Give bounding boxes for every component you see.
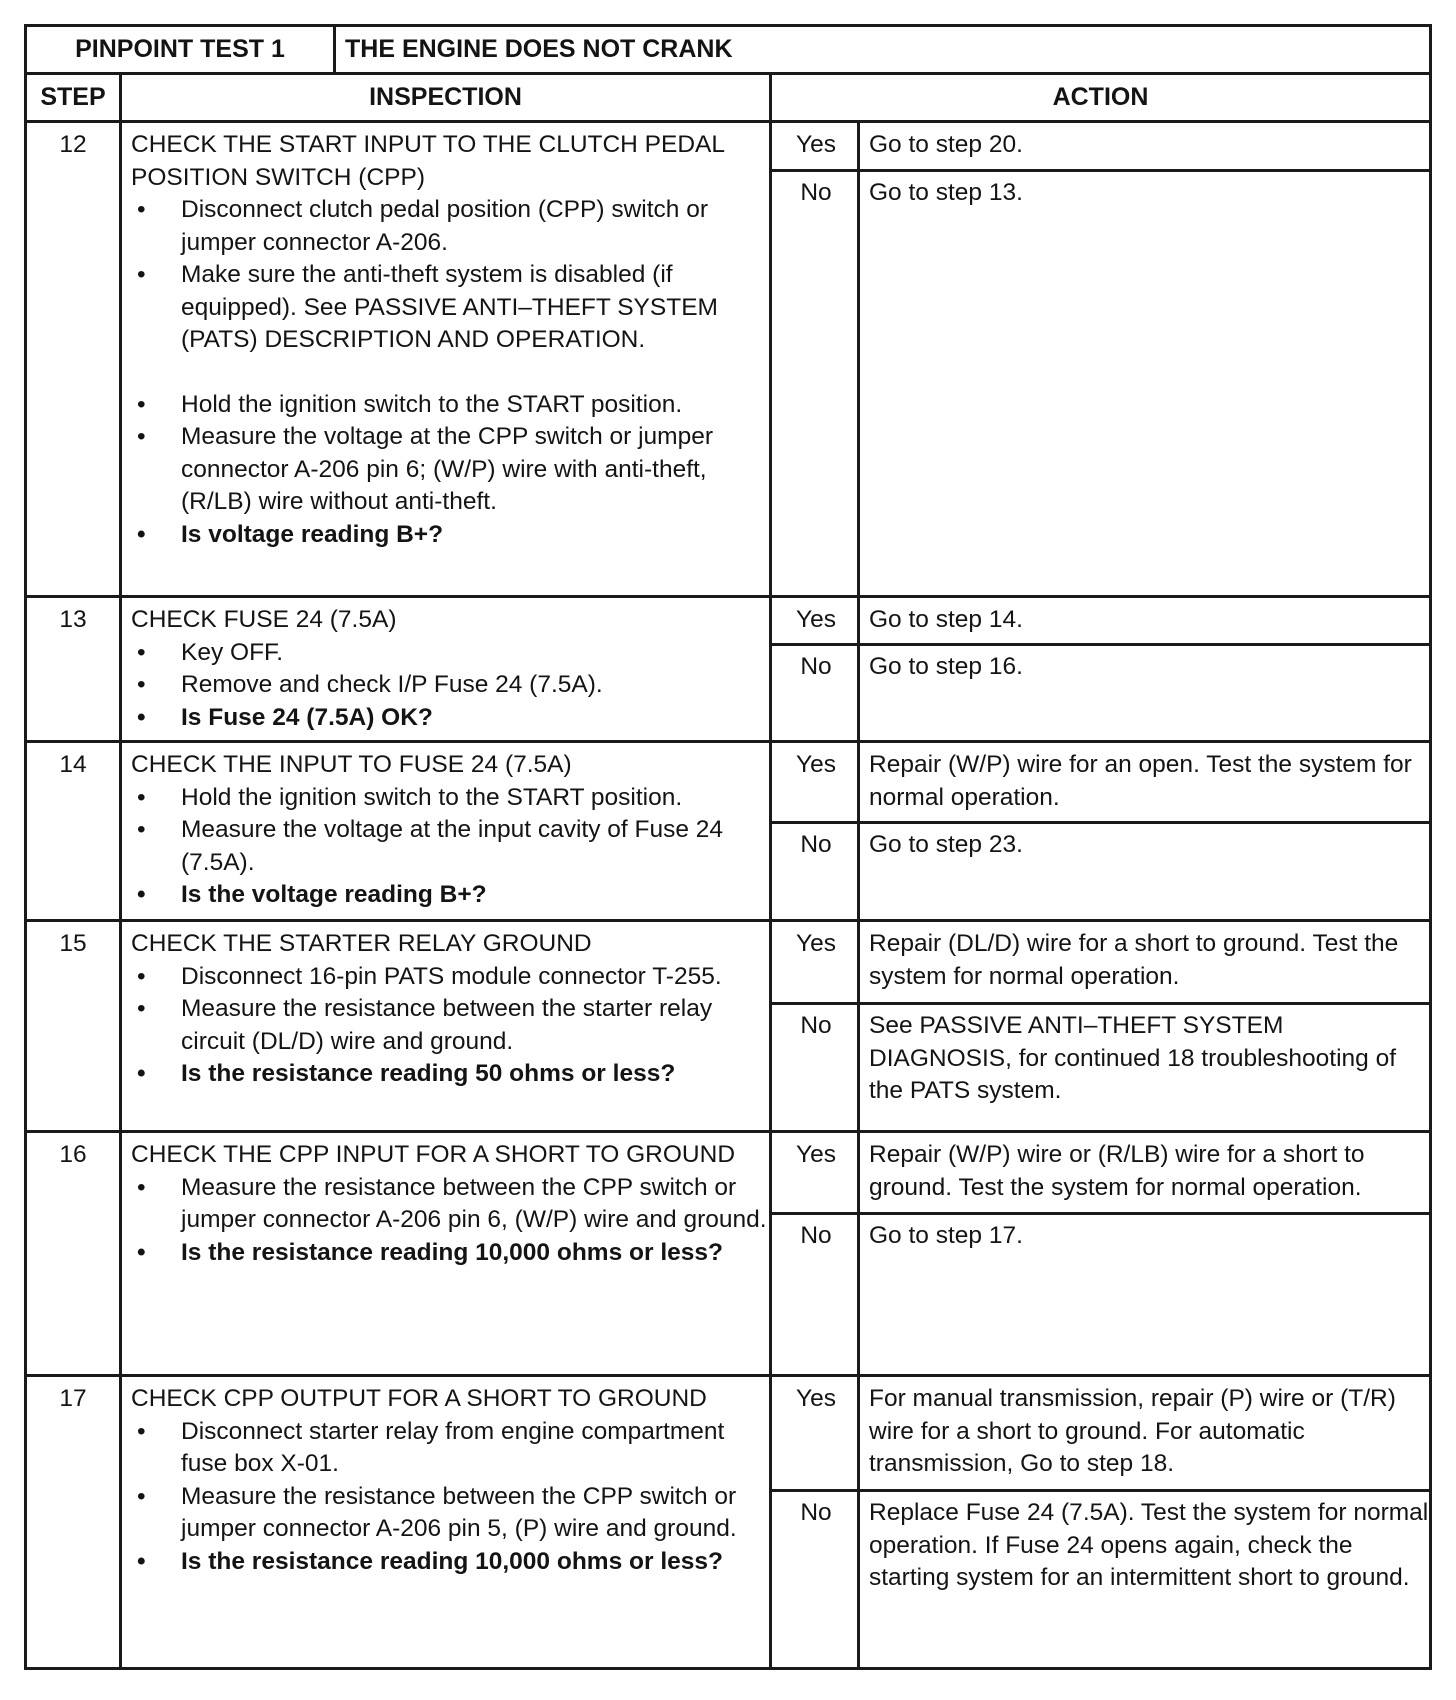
no-action: See PASSIVE ANTI–THEFT SYSTEM DIAGNOSIS, for continued 18 troubleshooting of the PATS system. <box>869 1012 1397 1104</box>
step-number: 17 <box>59 1385 87 1412</box>
step-title: CHECK CPP OUTPUT FOR A SHORT TO GROUND <box>131 1385 707 1412</box>
yes-action: For manual transmission, repair (P) wire or (T/R) wire for a short to ground. For automatic transmission, Go to step 18. <box>869 1385 1396 1477</box>
no-action: Go to step 17. <box>869 1222 1023 1249</box>
yes-action: Repair (W/P) wire or (R/LB) wire for a short to ground. Test the system for normal operation. <box>869 1141 1365 1201</box>
title-row <box>24 24 1432 75</box>
inspection-question: • Is the resistance reading 10,000 ohms or less? <box>131 1546 771 1579</box>
yes-action: Go to step 20. <box>869 131 1023 158</box>
no-label: No <box>800 1499 832 1526</box>
inspection-cell <box>131 129 771 551</box>
yes-label: Yes <box>796 1385 836 1412</box>
step-row <box>24 123 1432 598</box>
inspection-bullet: • Measure the voltage at the CPP switch or jumper connector A-206 pin 6; (W/P) wire with anti-theft, (R/LB) wire without anti-theft. <box>131 421 771 519</box>
step-title: CHECK THE STARTER RELAY GROUND <box>131 930 592 957</box>
inspection-bullet: • Disconnect starter relay from engine compartment fuse box X-01. <box>131 1416 771 1481</box>
inspection-cell <box>131 928 771 1091</box>
yes-label: Yes <box>796 131 836 158</box>
inspection-cell <box>131 1139 771 1269</box>
yes-label: Yes <box>796 930 836 957</box>
header-row <box>24 75 1432 123</box>
step-row <box>24 598 1432 743</box>
inspection-question: • Is voltage reading B+? <box>131 519 771 552</box>
inspection-bullet: • Measure the resistance between the starter relay circuit (DL/D) wire and ground. <box>131 993 771 1058</box>
step-title: CHECK THE CPP INPUT FOR A SHORT TO GROUND <box>131 1141 736 1168</box>
inspection-cell <box>131 749 771 912</box>
no-action: Go to step 13. <box>869 179 1023 206</box>
step-number: 14 <box>59 751 87 778</box>
step-number: 15 <box>59 930 87 957</box>
step-number: 12 <box>59 131 87 158</box>
inspection-column-header: INSPECTION <box>369 83 522 111</box>
step-column-header: STEP <box>40 83 106 111</box>
inspection-bullet: • Measure the resistance between the CPP switch or jumper connector A-206 pin 6, (W/P) wire and ground. <box>131 1172 771 1237</box>
no-label: No <box>800 653 832 680</box>
no-action: Replace Fuse 24 (7.5A). Test the system for normal operation. If Fuse 24 opens again, check the starting system for an intermittent short to ground. <box>869 1499 1429 1591</box>
action-column-header: ACTION <box>1052 83 1149 111</box>
no-label: No <box>800 1222 832 1249</box>
step-title: CHECK THE INPUT TO FUSE 24 (7.5A) <box>131 751 572 778</box>
no-label: No <box>800 831 832 858</box>
yes-label: Yes <box>796 606 836 633</box>
inspection-bullet: • Make sure the anti-theft system is disabled (if equipped). See PASSIVE ANTI–THEFT SYSTEM (PATS) DESCRIPTION AND OPERATION. <box>131 259 771 357</box>
inspection-bullet: • Measure the resistance between the CPP switch or jumper connector A-206 pin 5, (P) wire and ground. <box>131 1481 771 1546</box>
step-row <box>24 922 1432 1133</box>
inspection-question: • Is the resistance reading 10,000 ohms or less? <box>131 1237 771 1270</box>
no-label: No <box>800 1012 832 1039</box>
inspection-cell <box>131 604 771 734</box>
inspection-cell <box>131 1383 771 1578</box>
step-row <box>24 1377 1432 1670</box>
inspection-bullet: • Disconnect clutch pedal position (CPP) switch or jumper connector A-206. <box>131 194 771 259</box>
inspection-question: • Is the resistance reading 50 ohms or less? <box>131 1058 771 1091</box>
step-row <box>24 743 1432 922</box>
inspection-question: • Is the voltage reading B+? <box>131 879 771 912</box>
step-title: CHECK FUSE 24 (7.5A) <box>131 606 397 633</box>
no-action: Go to step 16. <box>869 653 1023 680</box>
inspection-bullet: • Remove and check I/P Fuse 24 (7.5A). <box>131 669 771 702</box>
yes-action: Repair (W/P) wire for an open. Test the system for normal operation. <box>869 751 1412 811</box>
yes-action: Go to step 14. <box>869 606 1023 633</box>
test-label: PINPOINT TEST 1 <box>75 35 285 63</box>
yes-label: Yes <box>796 751 836 778</box>
no-label: No <box>800 179 832 206</box>
pinpoint-test-table <box>24 24 1432 1670</box>
inspection-bullet: • Hold the ignition switch to the START position. <box>131 389 771 422</box>
inspection-question: • Is Fuse 24 (7.5A) OK? <box>131 702 771 735</box>
step-number: 13 <box>59 606 87 633</box>
no-action: Go to step 23. <box>869 831 1023 858</box>
inspection-bullet: • Disconnect 16-pin PATS module connector T-255. <box>131 961 771 994</box>
inspection-bullet: • Hold the ignition switch to the START position. <box>131 782 771 815</box>
step-title: CHECK THE START INPUT TO THE CLUTCH PEDAL POSITION SWITCH (CPP) <box>131 131 725 191</box>
inspection-bullet: • Measure the voltage at the input cavity of Fuse 24 (7.5A). <box>131 814 771 879</box>
step-row <box>24 1133 1432 1377</box>
yes-label: Yes <box>796 1141 836 1168</box>
step-number: 16 <box>59 1141 87 1168</box>
test-title: THE ENGINE DOES NOT CRANK <box>345 35 733 63</box>
yes-action: Repair (DL/D) wire for a short to ground. Test the system for normal operation. <box>869 930 1399 990</box>
inspection-bullet: • Key OFF. <box>131 637 771 670</box>
